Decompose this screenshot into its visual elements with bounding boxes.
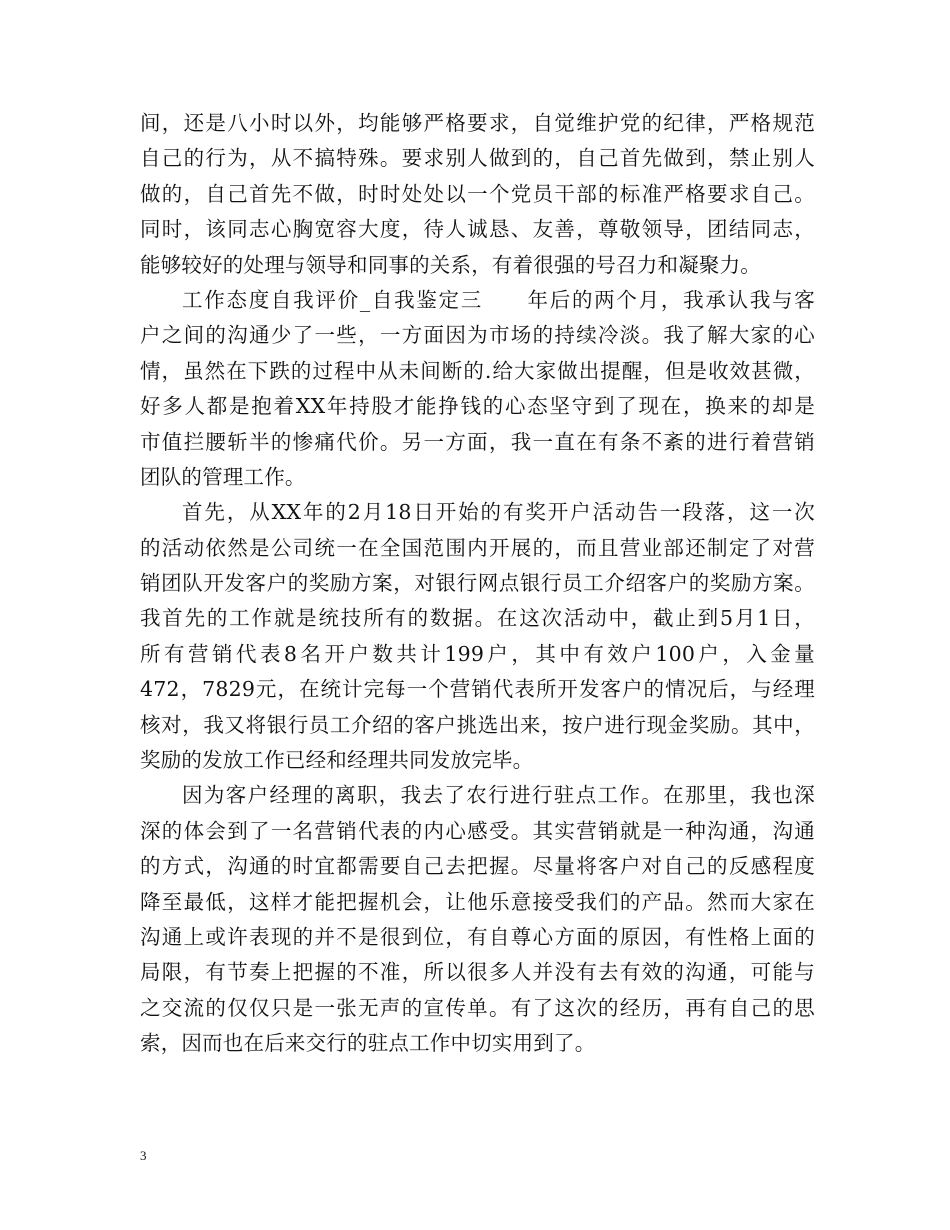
text-line: 做的，自己首先不做，时时处处以一个党员干部的标准严格要求自己。 [140, 181, 815, 206]
text-line: 之交流的仅仅只是一张无声的宣传单。有了这次的经历，再有自己的思 [140, 995, 815, 1020]
text-line: 奖励的发放工作已经和经理共同发放完毕。 [140, 748, 534, 773]
text-line: 工作态度自我评价_自我鉴定三 年后的两个月，我承认我与客 [182, 287, 815, 312]
text-line: 我首先的工作就是统技所有的数据。在这次活动中，截止到5月1日， [140, 606, 815, 631]
text-line: 同时，该同志心胸宽容大度，待人诚恳、友善，尊敬领导，团结同志， [140, 217, 815, 242]
text-line: 的活动依然是公司统一在全国范围内开展的，而且营业部还制定了对营 [140, 535, 815, 560]
text-line: 情，虽然在下跌的过程中从未间断的.给大家做出提醒，但是收效甚微， [140, 358, 815, 383]
text-line: 团队的管理工作。 [140, 464, 306, 489]
text-line: 自己的行为，从不搞特殊。要求别人做到的，自己首先做到，禁止别人 [140, 146, 815, 171]
text-line: 沟通上或许表现的并不是很到位，有自尊心方面的原因，有性格上面的 [140, 924, 815, 949]
text-line: 局限，有节奏上把握的不准，所以很多人并没有去有效的沟通，可能与 [140, 960, 815, 985]
text-line: 间，还是八小时以外，均能够严格要求，自觉维护党的纪律，严格规范 [140, 111, 815, 135]
text-line: 户之间的沟通少了一些，一方面因为市场的持续冷淡。我了解大家的心 [140, 323, 815, 348]
text-line: 首先，从XX年的2月18日开始的有奖开户活动告一段落，这一次 [182, 500, 815, 525]
text-line: 深的体会到了一名营销代表的内心感受。其实营销就是一种沟通，沟通 [140, 818, 815, 843]
text-line: 能够较好的处理与领导和同事的关系，有着很强的号召力和凝聚力。 [140, 252, 761, 277]
document-body [140, 106, 815, 1062]
text-line: 市值拦腰斩半的惨痛代价。另一方面，我一直在有条不紊的进行着营销 [140, 429, 815, 454]
text-line: 降至最低，这样才能把握机会，让他乐意接受我们的产品。然而大家在 [140, 889, 815, 914]
text-line: 472，7829元，在统计完每一个营销代表所开发客户的情况后，与经理 [140, 677, 815, 702]
text-line: 核对，我又将银行员工介绍的客户挑选出来，按户进行现金奖励。其中， [140, 712, 815, 737]
page-number: 3 [140, 1148, 147, 1163]
text-line: 好多人都是抱着XX年持股才能挣钱的心态坚守到了现在，换来的却是 [140, 394, 815, 419]
text-line: 因为客户经理的离职，我去了农行进行驻点工作。在那里，我也深 [182, 783, 815, 808]
text-line: 所有营销代表8名开户数共计199户，其中有效户100户，入金量 [140, 641, 815, 666]
text-line: 销团队开发客户的奖励方案，对银行网点银行员工介绍客户的奖励方案。 [140, 571, 815, 596]
text-line: 的方式，沟通的时宜都需要自己去把握。尽量将客户对自己的反感程度 [140, 854, 815, 879]
text-line: 索，因而也在后来交行的驻点工作中切实用到了。 [140, 1031, 596, 1056]
